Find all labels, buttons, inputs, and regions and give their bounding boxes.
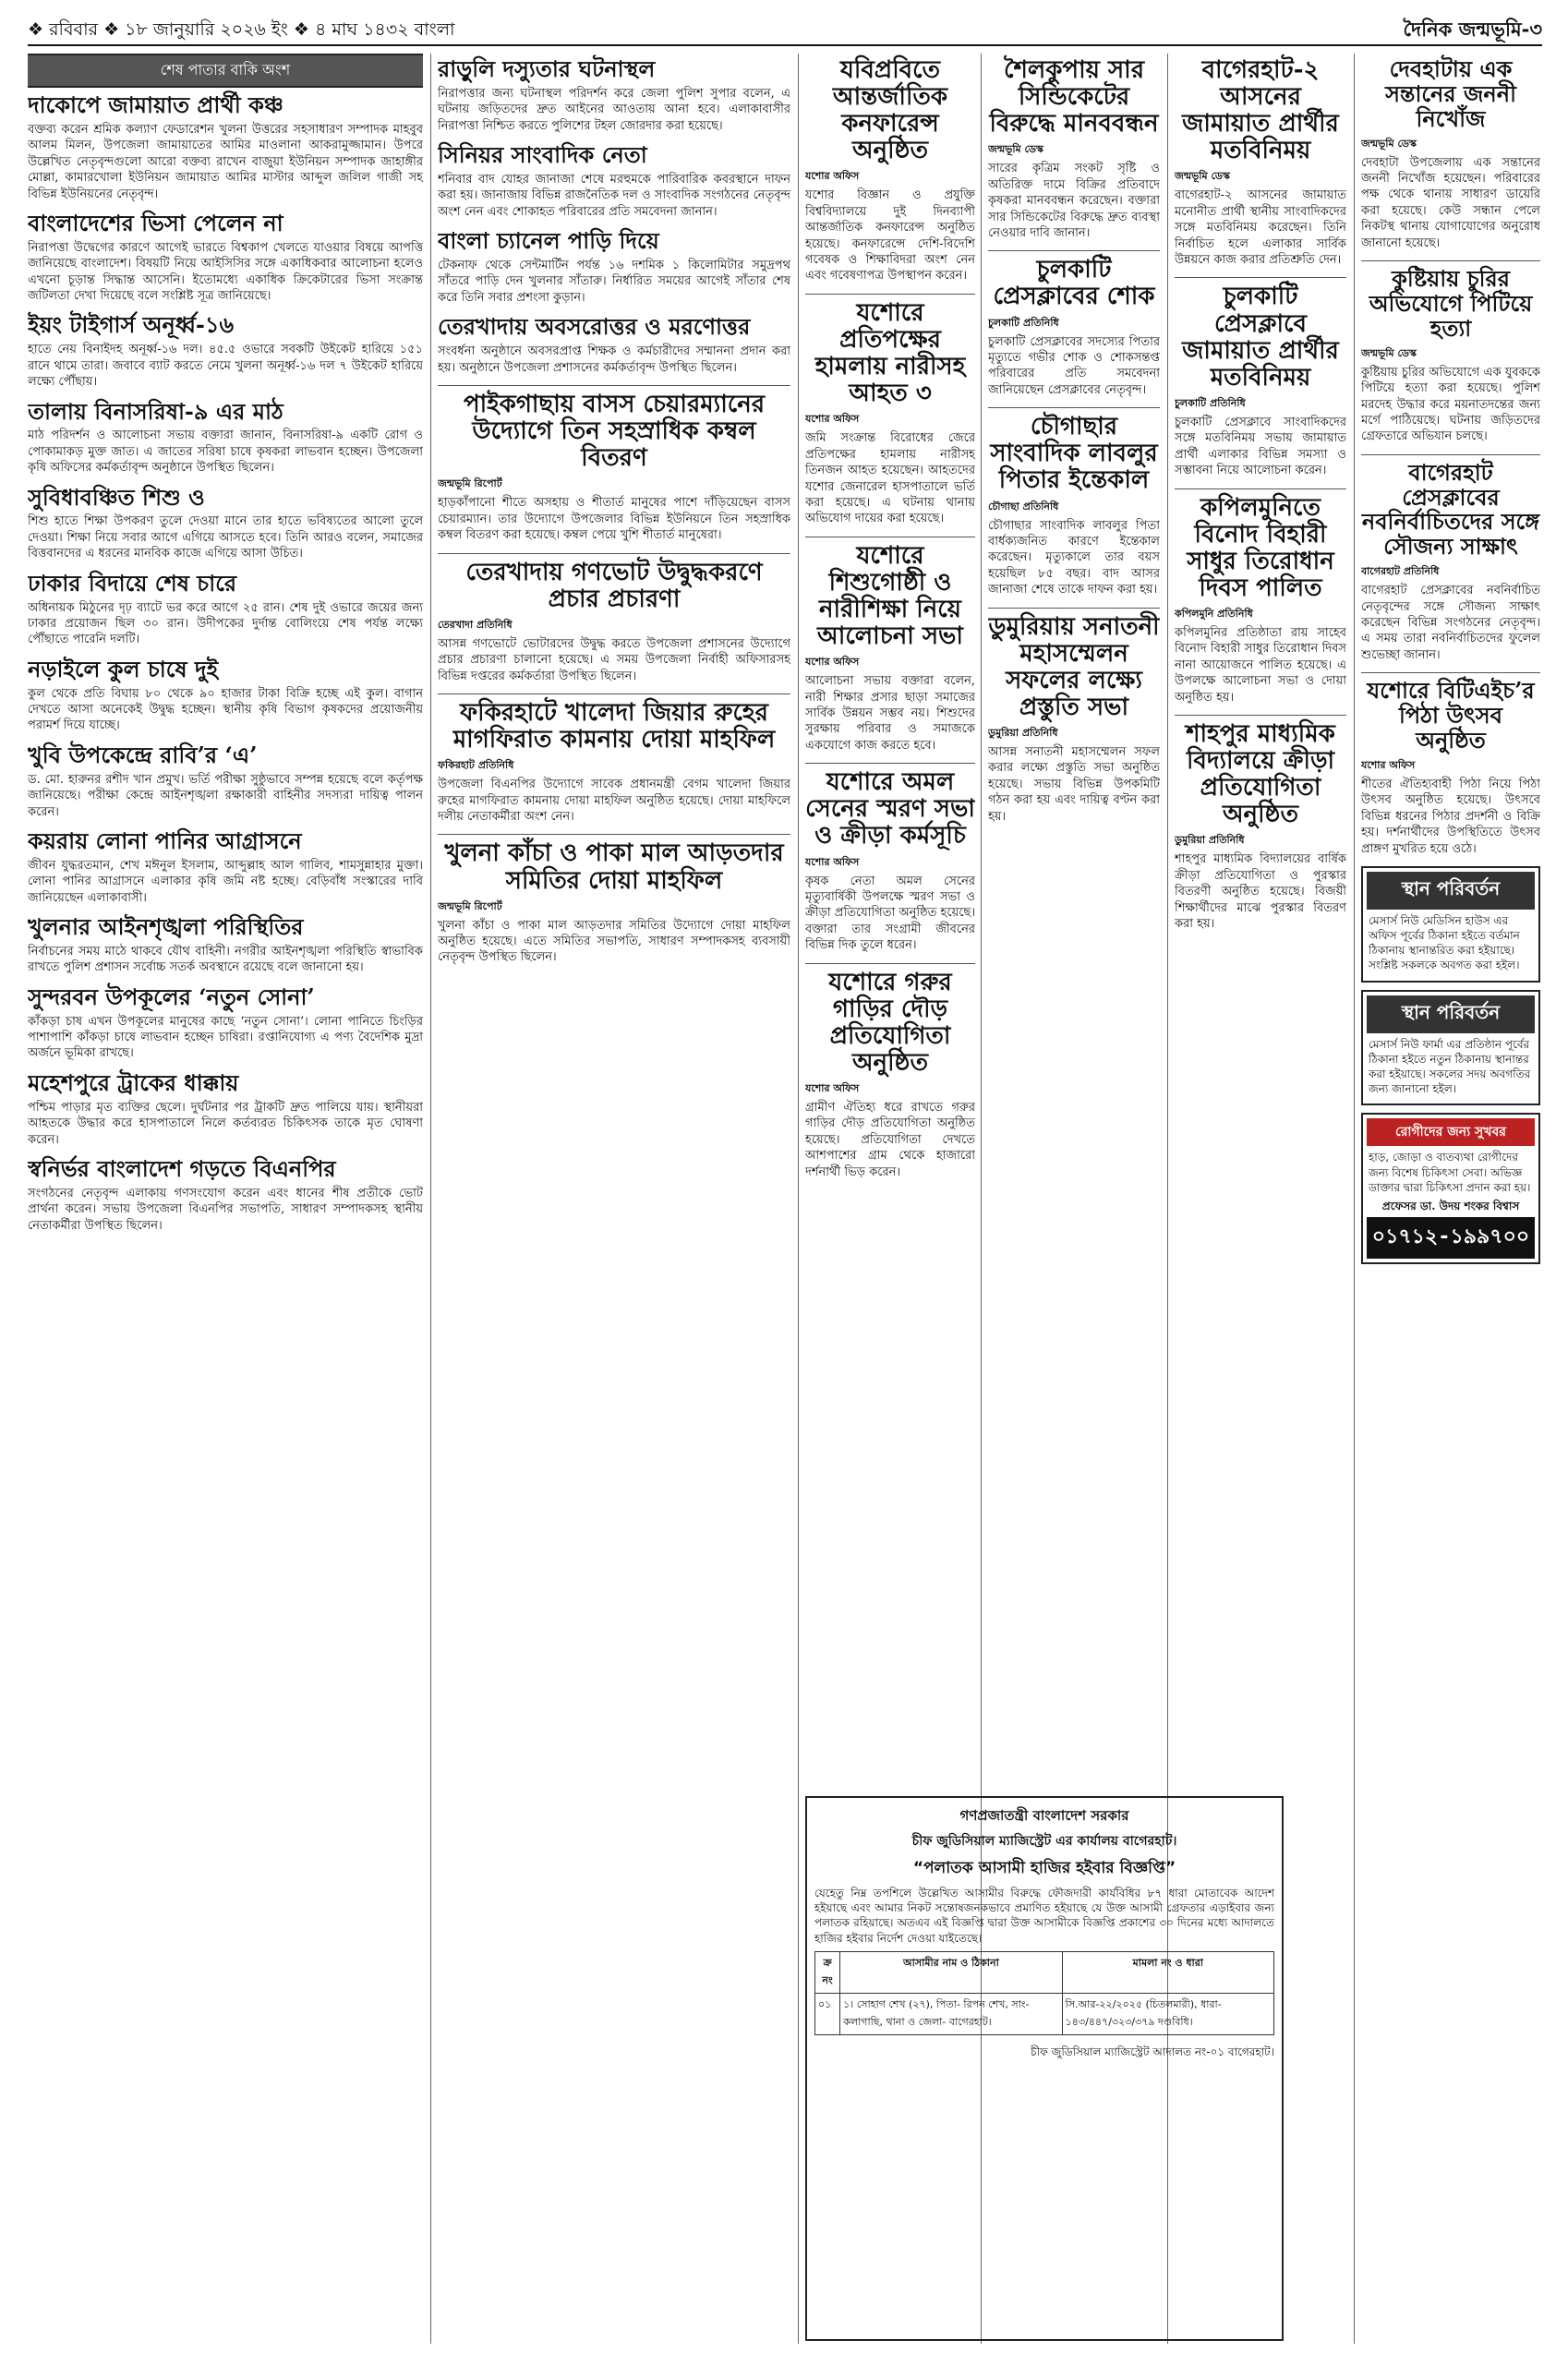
table-cell: সি.আর-২২/২০২৫ (চিতলমারী), ধারা- ১৪৩/৪৪৭/৩২৩/৩৭৯ দণ্ডবিধি।: [1062, 1993, 1273, 2034]
divider: [805, 294, 975, 295]
article: [28, 569, 423, 648]
article-title[interactable]: স্বনির্ভর বাংলাদেশ গড়তে বিএনপির: [28, 1154, 336, 1182]
article-byline: বাগেরহাট প্রতিনিধি: [1361, 565, 1440, 578]
article: [805, 57, 975, 284]
table-cell: ১। সোহাগ শেখ (২৭), পিতা- রিপন শেখ, সাং- কলাগাছি, থানা ও জেলা- বাগেরহাট।: [840, 1993, 1062, 2034]
article-title[interactable]: নড়াইলে কুল চাষে দুই: [28, 655, 219, 682]
article: [28, 985, 423, 1062]
article: [1175, 283, 1346, 478]
notice-office: চীফ জুডিসিয়াল ম্যাজিস্ট্রেট এর কার্যালয় বাগেরহাট।: [911, 1834, 1177, 1849]
masthead: [28, 13, 1542, 46]
divider: [805, 763, 975, 764]
article-title[interactable]: যবিপ্রবিতে আন্তর্জাতিক কনফারেন্স অনুষ্ঠিত: [832, 56, 948, 165]
article-title[interactable]: রাড়ুলি দস্যুতার ঘটনাস্থল: [438, 55, 656, 82]
article: [438, 143, 790, 220]
divider: [438, 553, 790, 554]
divider: [1361, 260, 1540, 261]
article-title[interactable]: যশোরে বিটিএইচ’র পিঠা উৎসব অনুষ্ঠিত: [1367, 677, 1535, 754]
column-1: [28, 54, 423, 2344]
article-body: কুল থেকে প্রতি বিঘায় ৮০ থেকে ৯০ হাজার টাকা বিক্রি হচ্ছে এই কুল। বাগান দেখতে আসা অনেকেই উদ্বুদ্ধ হচ্ছেন। স্থানীয় কৃষি বিভাগ কৃষকদের প্রয়োজনীয় পরামর্শ দিয়ে যাচ্ছে।: [28, 686, 423, 733]
article: [438, 392, 790, 544]
section-header: শেষ পাতার বাকি অংশ: [28, 54, 423, 88]
article-title[interactable]: ঢাকার বিদায়ে শেষ চারে: [28, 569, 237, 597]
divider: [1175, 277, 1346, 278]
article-body: হাতে নেয় বিনাইদহ অনূর্ধ্ব-১৬ দল। ৪৫.৫ ওভারে সবকটি উইকেট হারিয়ে ১৫১ রানে থামে তারা। জবাবে ব্যাট করতে নেমে খুলনা অনূর্ধ্ব-১৬ দল ৭ উইকেট হারিয়ে লক্ষ্যে পৌঁছায়।: [28, 343, 423, 390]
divider: [988, 407, 1160, 408]
clinic-doctor-name: প্রফেসর ডা. উদয় শংকর বিশ্বাস: [1381, 1199, 1520, 1212]
clinic-phone[interactable]: ০১৭১২-১৯৯৭০০: [1367, 1217, 1535, 1259]
article-byline: যশোর অফিস: [805, 170, 860, 183]
article-body: পশ্চিম পাড়ার মৃত ব্যক্তির ছেলে। দুর্ঘটনার পর ট্রাকটি দ্রুত পালিয়ে যায়। স্থানীয়রা আহতকে উদ্ধার করে হাসপাতালে নিলে কর্তব্যরত চিকিৎসক তাকে মৃত ঘোষণা করেন।: [28, 1100, 423, 1147]
article: [1361, 458, 1540, 664]
article-body: মাঠ পরিদর্শন ও আলোচনা সভায় বক্তারা জানান, বিনাসরিষা-৯ একটি রোগ ও পোকামাকড় মুক্ত জাত। এ জাতের সরিষা চাষে কৃষকরা লাভবান হচ্ছেন। উপজেলা কৃষি অফিসের কর্মকর্তাবৃন্দ অনুষ্ঠানে উপস্থিত ছিলেন।: [28, 428, 423, 476]
article-body: নির্বাচনের সময় মাঠে থাকবে যৌথ বাহিনী। নগরীর আইনশৃঙ্খলা পরিস্থিতি স্বাভাবিক রাখতে পুলিশ প্রশাসন সর্বোচ্চ সতর্ক অবস্থানে রয়েছে বলে জানানো হয়।: [28, 944, 423, 975]
article-body: আসন্ন সনাতনী মহাসম্মেলন সফল করার লক্ষ্যে প্রস্তুতি সভা অনুষ্ঠিত হয়েছে। সভায় বিভিন্ন উপকমিটি গঠন করা হয় এবং দায়িত্ব বণ্টন করা হয়।: [988, 745, 1160, 824]
divider: [1175, 488, 1346, 489]
article-byline: যশোর অফিস: [805, 855, 860, 868]
column-6: [1361, 54, 1540, 2344]
divider: [1361, 672, 1540, 673]
clinic-ad-heading: রোগীদের জন্য সুখবর: [1367, 1118, 1535, 1146]
article-title[interactable]: ইয়ং টাইগার্স অনূর্ধ্ব-১৬: [28, 311, 235, 339]
column-divider: [798, 54, 799, 2344]
article-title[interactable]: কয়রায় লোনা পানির আগ্রাসনে: [28, 826, 302, 854]
article-body: চুলকাটি প্রেসক্লাবে সাংবাদিকদের সঙ্গে মতবিনিময় সভায় জামায়াত প্রার্থী এলাকার বিভিন্ন সমস্যা ও সম্ভাবনা নিয়ে আলোচনা করেন।: [1175, 415, 1346, 478]
article-body: দেবহাটা উপজেলায় এক সন্তানের জননী নিখোঁজ হয়েছেন। পরিবারের পক্ষ থেকে থানায় সাধারণ ডায়েরি করা হয়েছে। কেউ সন্ধান পেলে নিকটস্থ থানায় যোগাযোগের অনুরোধ জানানো হয়েছে।: [1361, 155, 1540, 250]
article: [1175, 495, 1346, 706]
article-title[interactable]: কুষ্টিয়ায় চুরির অভিযোগে পিটিয়ে হত্যা: [1369, 265, 1533, 342]
article-byline: ফকিরহাট প্রতিনিধি: [438, 759, 514, 772]
article: [28, 1154, 423, 1234]
article: [28, 211, 423, 305]
article-body: জীবন যুদ্ধরতমান, শেখ মঈনুল ইসলাম, আব্দুল্লাহ আল গালিব, শামসুন্নাহার মুক্তা। লোনা পানির আগ্রাসনে এলাকার কৃষি জমি নষ্ট হচ্ছে। বেড়িবাঁধ সংস্কারের দাবি জানিয়েছেন এলাকাবাসী।: [28, 858, 423, 905]
article: [28, 1068, 423, 1148]
article-title[interactable]: দাকোপে জামায়াত প্রার্থী কঞ্চ: [28, 91, 283, 118]
article-title[interactable]: সুবিধাবঞ্চিত শিশু ও: [28, 483, 205, 511]
article: [438, 700, 790, 825]
article: [28, 483, 423, 562]
article-body: নিরাপত্তা উদ্বেগের কারণে আগেই ভারতে বিশ্বকাপ খেলতে যাওয়ার বিষয়ে আপত্তি জানিয়েছে বাংলাদেশ। বিষয়টি নিয়ে আইসিসির সঙ্গে একাধিকবার আলোচনা হলেও এখনো চূড়ান্ত সিদ্ধান্ত আসেনি। ইতোমধ্যে একাধিক ক্রিকেটারের ভিসা সংক্রান্ত জটিলতা দেখা দিয়েছে বলে সংশ্লিষ্ট সূত্র জানিয়েছে।: [28, 240, 423, 303]
article: [28, 915, 423, 976]
article-body: গ্রামীণ ঐতিহ্য ধরে রাখতে গরুর গাড়ির দৌড় প্রতিযোগিতা অনুষ্ঠিত হয়েছে। প্রতিযোগিতা দেখতে আশপাশের গ্রাম থেকে হাজারো দর্শনার্থী ভিড় করেন।: [805, 1101, 975, 1179]
table-row: [815, 1993, 1274, 2034]
article-byline: জন্মভূমি ডেস্ক: [1175, 170, 1230, 183]
article-byline: তেরখাদা প্রতিনিধি: [438, 618, 513, 631]
article-byline: জন্মভূমি রিপোর্ট: [438, 477, 502, 490]
article: [1361, 679, 1540, 857]
classified-ad: [1361, 866, 1540, 983]
article: [28, 397, 423, 476]
article-title[interactable]: চৌগাছার সাংবাদিক লাবলুর পিতার ইন্তেকাল: [990, 413, 1158, 495]
article-byline: কপিলমুনি প্রতিনিধি: [1175, 607, 1253, 620]
article: [28, 93, 423, 202]
article-title[interactable]: যশোরে শিশুগোষ্ঠী ও নারীশিক্ষা নিয়ে আলোচনা সভা: [817, 541, 963, 651]
table-cell: ০১: [815, 1993, 840, 2034]
article-body: সারের কৃত্রিম সংকট সৃষ্টি ও অতিরিক্ত দামে বিক্রির প্রতিবাদে কৃষকরা মানববন্ধন করেছেন। বক্তারা সার সিন্ডিকেটের বিরুদ্ধে দ্রুত ব্যবস্থা নেওয়ার দাবি জানান।: [988, 162, 1160, 240]
article-title[interactable]: খুলনার আইনশৃঙ্খলা পরিস্থিতির: [28, 913, 304, 941]
article-body: কৃষক নেতা অমল সেনের মৃত্যুবার্ষিকী উপলক্ষে স্মরণ সভা ও ক্রীড়া প্রতিযোগিতা অনুষ্ঠিত হয়েছে। বক্তারা তার সংগ্রামী জীবনের বিভিন্ন দিক তুলে ধরেন।: [805, 874, 975, 953]
article-title[interactable]: সুন্দরবন উপকূলের ‘নতুন সোনা’: [28, 983, 315, 1010]
ad-body: মেসার্স নিউ ফার্মা এর প্রতিষ্ঠান পূর্বের ঠিকানা হইতে নতুন ঠিকানায় স্থানান্তর করা হইয়াছে। সকলের সদয় অবগতির জন্য জানানো হইল।: [1369, 1037, 1531, 1096]
article-byline: যশোর অফিস: [805, 1082, 860, 1095]
article-title[interactable]: তেরখাদায় অবসরোত্তর ও মরণোত্তর: [438, 313, 751, 341]
article-byline: জন্মভূমি ডেস্ক: [988, 143, 1043, 156]
article-body: নিরাপত্তার জন্য ঘটনাস্থল পরিদর্শন করে জেলা পুলিশ সুপার বলেন, এ ঘটনায় জড়িতদের দ্রুত আইনের আওতায় আনা হবে। এলাকাবাসীর নিরাপত্তা নিশ্চিত করতে পুলিশের টহল জোরদার করা হয়েছে।: [438, 86, 790, 133]
article-title[interactable]: বাংলা চ্যানেল পাড়ি দিয়ে: [438, 227, 659, 255]
article: [988, 614, 1160, 825]
divider: [1361, 454, 1540, 455]
divider: [988, 250, 1160, 251]
article-body: উপজেলা বিএনপির উদ্যোগে সাবেক প্রধানমন্ত্রী বেগম খালেদা জিয়ার রুহের মাগফিরাত কামনায় দোয়া মাহফিল অনুষ্ঠিত হয়েছে। দোয়া মাহফিলে দলীয় নেতাকর্মীরা অংশ নেন।: [438, 778, 790, 824]
article-title[interactable]: তালায় বিনাসরিষা-৯ এর মাঠ: [28, 397, 283, 425]
article: [1361, 57, 1540, 251]
article-title[interactable]: চুলকাটি প্রেসক্লাবের শোক: [993, 256, 1155, 311]
article: [805, 543, 975, 754]
article-title[interactable]: সিনিয়র সাংবাদিক নেতা: [438, 141, 647, 169]
article: [438, 57, 790, 134]
notice-table-header: মামলা নং ও ধারা: [1062, 1951, 1273, 1993]
article-title[interactable]: খুবি উপকেন্দ্রে রাবি’র ‘এ’: [28, 741, 258, 768]
divider: [438, 385, 790, 386]
article-byline: চুলকাটি প্রতিনিধি: [1175, 396, 1246, 409]
divider: [438, 834, 790, 835]
article: [988, 257, 1160, 398]
article-body: শনিবার বাদ যোহর জানাজা শেষে মরহুমকে পারিবারিক কবরস্থানে দাফন করা হয়। জানাজায় বিভিন্ন রাজনৈতিক দল ও সাংবাদিক সংগঠনের নেতৃবৃন্দ অংশ নেন এবং শোকাহত পরিবারের প্রতি সমবেদনা জানান।: [438, 172, 790, 219]
clinic-ad-body: হাড়, জোড়া ও বাতব্যথা রোগীদের জন্য বিশেষ চিকিৎসা সেবা। অভিজ্ঞ ডাক্তার দ্বারা চিকিৎসা প্রদান করা হয়।: [1369, 1151, 1531, 1194]
notice-government: গণপ্রজাতন্ত্রী বাংলাদেশ সরকার: [959, 1807, 1129, 1824]
article-title[interactable]: কপিলমুনিতে বিনোদ বিহারী সাধুর তিরোধান দিবস পালিত: [1187, 493, 1334, 602]
article-body: ড. মো. হারুনর রশীদ খান প্রমুখ। ভর্তি পরীক্ষা সুষ্ঠুভাবে সম্পন্ন হয়েছে বলে কর্তৃপক্ষ জানিয়েছে। পরীক্ষা কেন্দ্রে আইনশৃঙ্খলা রক্ষাকারী বাহিনীর সদস্যরা দায়িত্ব পালন করেন।: [28, 772, 423, 819]
column-5: [1175, 54, 1346, 1790]
article-body: আলোচনা সভায় বক্তারা বলেন, নারী শিক্ষার প্রসার ছাড়া সমাজের সার্বিক উন্নয়ন সম্ভব নয়। শিশুদের সুরক্ষায় পরিবার ও সমাজকে একযোগে কাজ করতে হবে।: [805, 674, 975, 753]
article-title[interactable]: বাংলাদেশের ভিসা পেলেন না: [28, 209, 283, 236]
article: [1175, 721, 1346, 932]
article-byline: ডুমুরিয়া প্রতিনিধি: [988, 727, 1058, 739]
article-title[interactable]: শৈলকুপায় সার সিন্ডিকেটের বিরুদ্ধে মানববন্ধন: [989, 56, 1159, 139]
article-title[interactable]: বাগেরহাট প্রেসক্লাবের নবনির্বাচিতদের সঙ্গে সৌজন্য সাক্ষাৎ: [1361, 458, 1540, 561]
article-title[interactable]: ফকিরহাটে খালেদা জিয়ার রুহের মাগফিরাত কামনায় দোয়া মাহফিল: [452, 698, 776, 754]
article-title[interactable]: মহেশপুরে ট্রাকের ধাক্কায়: [28, 1068, 239, 1096]
clinic-ad: [1361, 1113, 1540, 1264]
article-body: সংবর্ধনা অনুষ্ঠানে অবসরপ্রাপ্ত শিক্ষক ও কর্মচারীদের সম্মাননা প্রদান করা হয়। অনুষ্ঠানে উপজেলা প্রশাসনের কর্মকর্তাবৃন্দ উপস্থিত ছিলেন।: [438, 344, 790, 375]
article-byline: চুলকাটি প্রতিনিধি: [988, 316, 1059, 329]
notice-signature: চীফ জুডিসিয়াল ম্যাজিস্ট্রেট আদালত নং-০১ বাগেরহাট।: [1031, 2044, 1274, 2058]
divider: [988, 608, 1160, 609]
article-body: চৌগাছার সাংবাদিক লাবলুর পিতা বার্ধক্যজনিত কারণে ইন্তেকাল করেছেন। মৃত্যুকালে তার বয়স হয়েছিল ৮৫ বছর। বাদ আসর জানাজা শেষে তাকে দাফন করা হয়।: [988, 518, 1160, 597]
article: [988, 414, 1160, 597]
ad-title: স্থান পরিবর্তন: [1367, 995, 1535, 1033]
court-notice: [805, 1796, 1284, 2341]
article-title[interactable]: চুলকাটি প্রেসক্লাবে জামায়াত প্রার্থীর মতবিনিময়: [1182, 283, 1339, 392]
masthead-date: ❖ রবিবার ❖ ১৮ জানুয়ারি ২০২৬ ইং ❖ ৪ মাঘ ১৪৩২ বাংলা: [28, 19, 455, 40]
article-byline: জন্মভূমি রিপোর্ট: [438, 899, 502, 912]
article-title[interactable]: খুলনা কাঁচা ও পাকা মাল আড়তদার সমিতির দোয়া মাহফিল: [444, 839, 784, 895]
article-byline: যশোর অফিস: [1361, 758, 1416, 771]
divider: [1175, 715, 1346, 716]
article: [805, 300, 975, 527]
column-2: [438, 54, 790, 2344]
article-body: কাঁকড়া চাষ এখন উপকূলের মানুষের কাছে ‘নতুন সোনা’। লোনা পানিতে চিংড়ির পাশাপাশি কাঁকড়া চাষে লাভবান হচ্ছেন চাষিরা। রপ্তানিযোগ্য এ পণ্য বৈদেশিক মুদ্রা অর্জনে ভূমিকা রাখছে।: [28, 1014, 423, 1061]
divider: [805, 963, 975, 964]
article: [438, 229, 790, 306]
notice-table-header: ক্র নং: [815, 1951, 840, 1993]
classified-ad: [1361, 990, 1540, 1106]
article-body: বক্তব্য করেন শ্রমিক কল্যাণ ফেডারেশন খুলনা উত্তরের সহসাধারণ সম্পাদক মাহবুব আলম মিলন, উপজেলা জামায়াতের আমির মাওলানা আকরামুজ্জামান। উপরে উল্লেখিত নেতৃবৃন্দগুলো আরো বক্তব্য রাখেন বাজুয়া ইউনিয়ন সম্পাদক জাহাঙ্গীর মোল্লা, কামারখোলা ইউনিয়ন জামায়াত আমির মাস্টার আব্দুল জলিল গাজী সহ বিভিন্ন ইউনিয়নের নেতৃবৃন্দ।: [28, 122, 423, 201]
notice-table-header: আসামীর নাম ও ঠিকানা: [840, 1951, 1062, 1993]
article-byline: জন্মভূমি ডেস্ক: [1361, 346, 1417, 359]
article: [438, 840, 790, 965]
column-4: [988, 54, 1160, 1790]
notice-table: [814, 1951, 1274, 2035]
article-byline: ডুমুরিয়া প্রতিনিধি: [1175, 834, 1245, 847]
article-body: বাগেরহাট প্রেসক্লাবের নবনির্বাচিত নেতৃবৃন্দের সঙ্গে সৌজন্য সাক্ষাৎ করেছেন বিভিন্ন সংগঠনের নেতৃবৃন্দ। এ সময় তারা নবনির্বাচিতদের ফুলেল শুভেচ্ছা জানান।: [1361, 584, 1540, 662]
article-body: খুলনা কাঁচা ও পাকা মাল আড়তদার সমিতির উদ্যোগে দোয়া মাহফিল অনুষ্ঠিত হয়েছে। এতে সমিতির সভাপতি, সাধারণ সম্পাদকসহ ব্যবসায়ী নেতৃবৃন্দ উপস্থিত ছিলেন।: [438, 918, 790, 965]
article-title[interactable]: শাহপুর মাধ্যমিক বিদ্যালয়ে ক্রীড়া প্রতিযোগিতা অনুষ্ঠিত: [1186, 720, 1335, 829]
article-body: যশোর বিজ্ঞান ও প্রযুক্তি বিশ্ববিদ্যালয়ে দুই দিনব্যাপী আন্তর্জাতিক কনফারেন্স অনুষ্ঠিত হয়েছে। কনফারেন্সে দেশি-বিদেশি গবেষক ও শিক্ষাবিদরা অংশ নেন এবং গবেষণাপত্র উপস্থাপন করেন।: [805, 188, 975, 283]
article: [28, 657, 423, 734]
ad-body: মেসার্স নিউ মেডিসিন হাউস এর অফিস পূর্বের ঠিকানা হইতে বর্তমান ঠিকানায় স্থানান্তরিত করা হইয়াছে। সংশ্লিষ্ট সকলকে অবগত করা হইল।: [1369, 913, 1520, 972]
article-body: শাহপুর মাধ্যমিক বিদ্যালয়ের বার্ষিক ক্রীড়া প্রতিযোগিতা ও পুরস্কার বিতরণী অনুষ্ঠিত হয়েছে। বিজয়ী শিক্ষার্থীদের মাঝে পুরস্কার বিতরণ করা হয়।: [1175, 852, 1346, 932]
article-body: জমি সংক্রান্ত বিরোধের জেরে প্রতিপক্ষের হামলায় নারীসহ তিনজন আহত হয়েছেন। আহতদের যশোর জেনারেল হাসপাতালে ভর্তি করা হয়েছে। এ ঘটনায় থানায় অভিযোগ দায়ের করা হয়েছে।: [805, 431, 975, 526]
article-byline: জন্মভূমি ডেস্ক: [1361, 137, 1417, 150]
article: [988, 57, 1160, 241]
article: [438, 560, 790, 684]
article-title[interactable]: যশোরে গরুর গাড়ির দৌড় প্রতিযোগিতা অনুষ্ঠিত: [828, 968, 952, 1077]
article-title[interactable]: যশোরে প্রতিপক্ষের হামলায় নারীসহ আহত ৩: [814, 298, 966, 408]
article-title[interactable]: বাগেরহাট-২ আসনের জামায়াত প্রার্থীর মতবিনিময়: [1182, 56, 1339, 165]
article: [28, 313, 423, 390]
article-byline: যশোর অফিস: [805, 656, 860, 669]
article: [805, 769, 975, 953]
article-body: টেকনাফ থেকে সেন্টমার্টিন পর্যন্ত ১৬ দশমিক ১ কিলোমিটার সমুদ্রপথ সাঁতরে পাড়ি দেন খুলনার সাঁতারু। নির্ধারিত সময়ের আগেই সাঁতার শেষ করে তিনি সবার প্রশংসা কুড়ান।: [438, 259, 790, 305]
article-byline: চৌগাছা প্রতিনিধি: [988, 500, 1059, 513]
article-body: আসন্ন গণভোটে ভোটারদের উদ্বুদ্ধ করতে উপজেলা প্রশাসনের উদ্যোগে প্রচার প্রচারণা চালানো হয়েছে। এ সময় উপজেলা নির্বাহী অফিসারসহ বিভিন্ন দপ্তরের কর্মকর্তারা উপস্থিত ছিলেন।: [438, 636, 790, 683]
article-body: কপিলমুনির প্রতিষ্ঠাতা রায় সাহেব বিনোদ বিহারী সাধুর তিরোধান দিবস নানা আয়োজনে পালিত হয়েছে। এ উপলক্ষে আলোচনা সভা ও দোয়া অনুষ্ঠিত হয়।: [1175, 625, 1346, 705]
article-title[interactable]: ডুমুরিয়ায় সনাতনী মহাসম্মেলন সফলের লক্ষ্যে প্রস্তুতি সভা: [988, 612, 1160, 721]
article-body: বাগেরহাট-২ আসনের জামায়াত মনোনীত প্রার্থী স্থানীয় সাংবাদিকদের সঙ্গে মতবিনিময় করেছেন। তিনি নির্বাচিত হলে এলাকার সার্বিক উন্নয়নে কাজ করার প্রতিশ্রুতি দেন।: [1175, 188, 1346, 268]
article: [1175, 57, 1346, 268]
article-title[interactable]: যশোরে অমল সেনের স্মরণ সভা ও ক্রীড়া কর্মসূচি: [805, 768, 975, 850]
article-body: সংগঠনের নেতৃবৃন্দ এলাকায় গণসংযোগ করেন এবং ধানের শীষ প্রতীকে ভোট প্রার্থনা করেন। সভায় উপজেলা বিএনপির সভাপতি, সাধারণ সম্পাদকসহ স্থানীয় নেতাকর্মীরা উপস্থিত ছিলেন।: [28, 1186, 423, 1233]
article-byline: যশোর অফিস: [805, 413, 860, 426]
article-body: কুষ্টিয়ায় চুরির অভিযোগে এক যুবককে পিটিয়ে হত্যা করা হয়েছে। পুলিশ মরদেহ উদ্ধার করে ময়নাতদন্তের জন্য মর্গে পাঠিয়েছে। ঘটনায় জড়িতদের গ্রেফতারে অভিযান চলছে।: [1361, 365, 1540, 444]
article-body: হাড়কাঁপানো শীতে অসহায় ও শীতার্ত মানুষের পাশে দাঁড়িয়েছেন বাসস চেয়ারম্যান। তার উদ্যোগে উপজেলার বিভিন্ন ইউনিয়নে তিন সহস্রাধিক কম্বল বিতরণ করা হয়েছে। কম্বল পেয়ে খুশি শীতার্ত মানুষেরা।: [438, 496, 790, 543]
ad-title: স্থান পরিবর্তন: [1367, 872, 1535, 910]
notice-body: যেহেতু নিম্ন তপশিলে উল্লেখিত আসামীর বিরুদ্ধে ফৌজদারী কার্যবিধির ৮৭ ধারা মোতাবেক আদেশ হইয়াছে এবং আমার নিকট সন্তোষজনকভাবে প্রমাণিত হইয়াছে যে উক্ত আসামী গ্রেফতার এড়াইবার জন্য পলাতক রহিয়াছে। অতএব এই বিজ্ঞপ্তি দ্বারা উক্ত আসামীকে বিজ্ঞপ্তি প্রকাশের ৩০ দিনের মধ্যে আদালতে হাজির হইবার নির্দেশ দেওয়া যাইতেছে।: [814, 1887, 1274, 1945]
article-title[interactable]: তেরখাদায় গণভোট উদ্বুদ্ধকরণে প্রচার প্রচারণা: [465, 558, 763, 613]
article-body: অধিনায়ক মিঠুনের দৃঢ় ব্যাটে ভর করে আগে ২৫ রান। শেষ দুই ওভারে জয়ের জন্য ঢাকার প্রয়োজন ছিল ৩০ রান। উদীপকের দুর্দান্ত বোলিংয়ে শেষ পর্যন্ত লক্ষ্যে পৌঁছাতে পারেনি দলটি।: [28, 600, 423, 647]
article-body: চুলকাটি প্রেসক্লাবের সদস্যের পিতার মৃত্যুতে গভীর শোক ও শোকসন্তপ্ত পরিবারের প্রতি সমবেদনা জানিয়েছেন প্রেসক্লাবের নেতৃবৃন্দ।: [988, 334, 1160, 397]
article: [1361, 267, 1540, 445]
article: [28, 743, 423, 820]
article: [28, 826, 423, 906]
column-divider: [430, 54, 431, 2344]
column-divider: [1354, 54, 1355, 2344]
article-body: শীতের ঐতিহ্যবাহী পিঠা নিয়ে পিঠা উৎসব অনুষ্ঠিত হয়েছে। উৎসবে বিভিন্ন ধরনের পিঠার প্রদর্শনী ও বিক্রি হয়। দর্শনার্থীদের উপস্থিতিতে উৎসব প্রাঙ্গণ মুখরিত হয়ে ওঠে।: [1361, 777, 1540, 856]
article-title[interactable]: দেবহাটায় এক সন্তানের জননী নিখোঁজ: [1385, 55, 1516, 132]
article-body: শিশু হাতে শিক্ষা উপকরণ তুলে দেওয়া মানে তার হাতে ভবিষ্যতের আলো তুলে দেওয়া। শিক্ষা নিয়ে সবার আগে এগিয়ে আসতে হবে। তিনি আরও বলেন, সমাজের বিত্তবানদের এ ধরনের মানবিক কাজে এগিয়ে আসা উচিত।: [28, 514, 423, 561]
article-title[interactable]: পাইকগাছায় বাসস চেয়ারম্যানের উদ্যোগে তিন সহস্রাধিক কম্বল বিতরণ: [463, 390, 766, 473]
article: [438, 315, 790, 376]
masthead-paper-name: দৈনিক জন্মভূমি-৩: [1403, 18, 1542, 41]
notice-title: “পলাতক আসামী হাজির হইবার বিজ্ঞপ্তি”: [912, 1859, 1176, 1877]
article: [805, 970, 975, 1180]
